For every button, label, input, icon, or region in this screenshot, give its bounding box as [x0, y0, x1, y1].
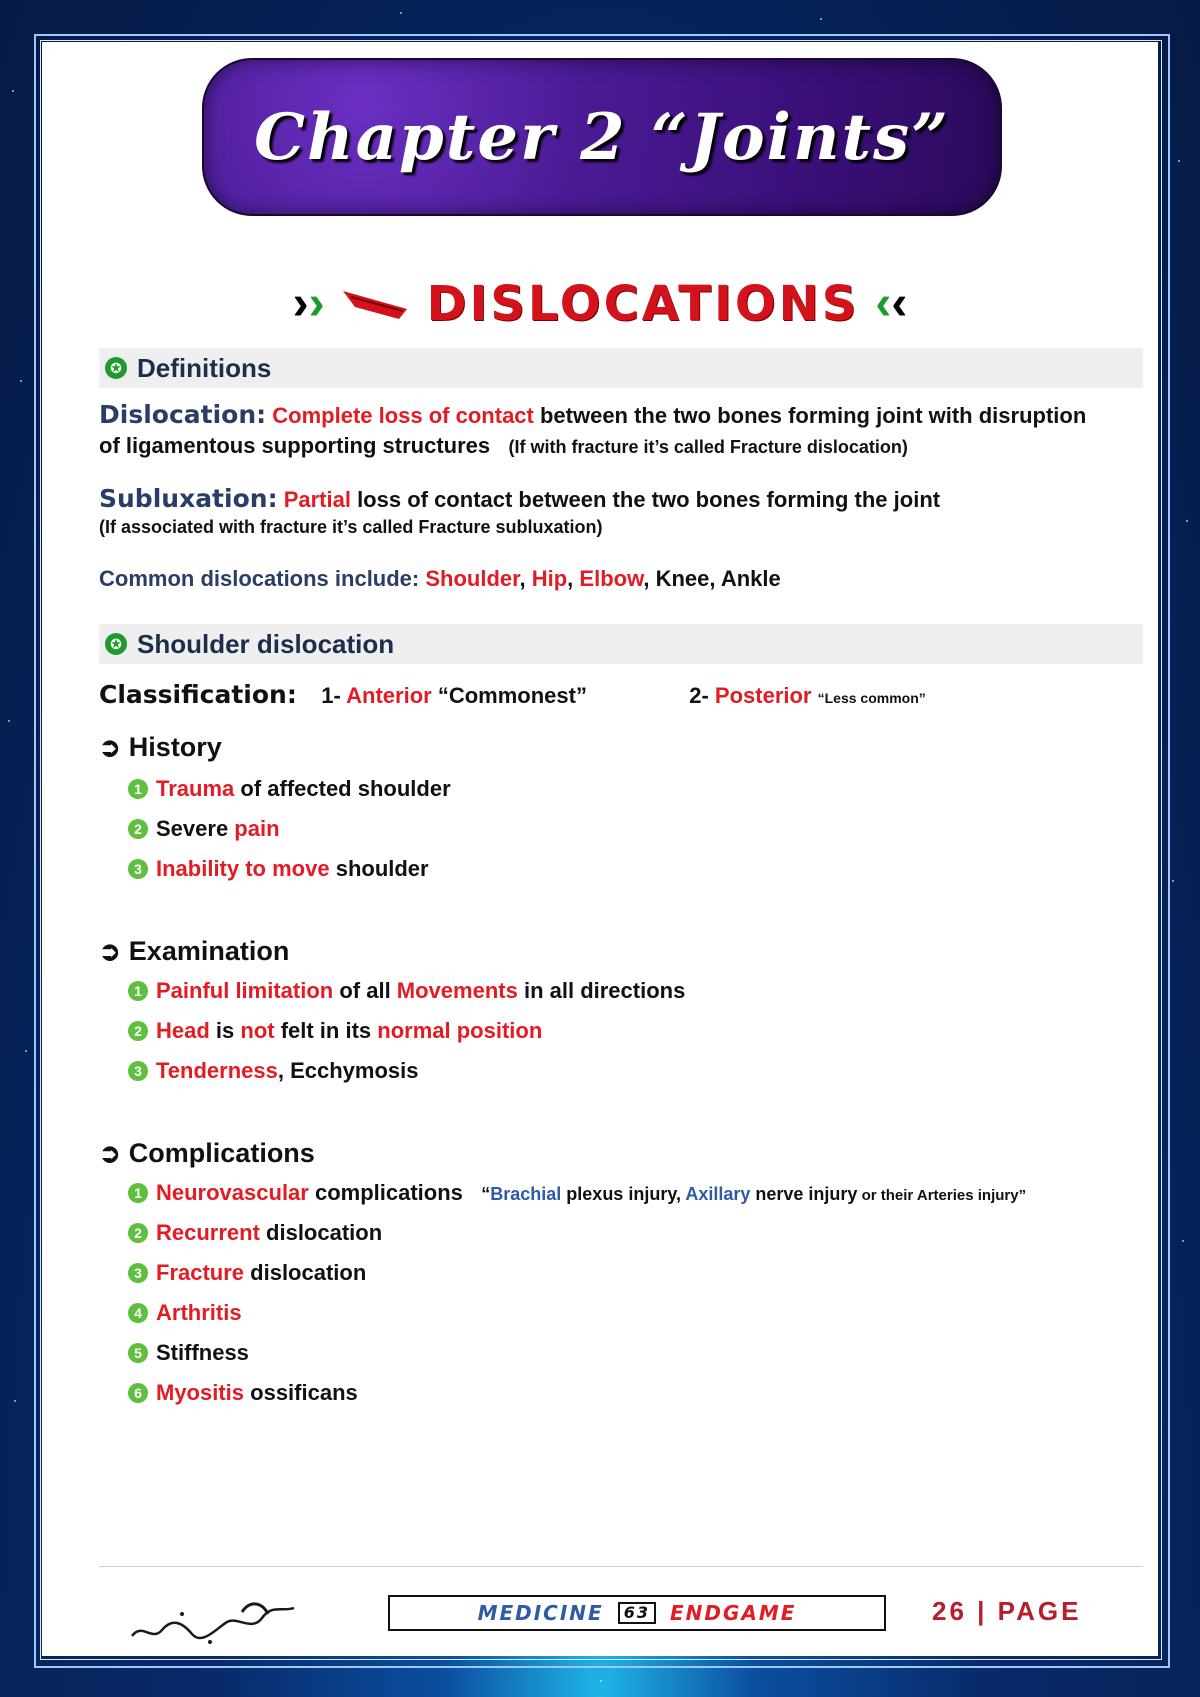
- list-item: [128, 1340, 249, 1366]
- common-item: Shoulder: [425, 566, 520, 591]
- chevron-right-icon: ››: [292, 277, 325, 330]
- item-text: of affected shoulder: [234, 776, 451, 801]
- number-badge-icon: 3: [128, 859, 148, 879]
- list-item: [128, 978, 685, 1004]
- item-blue: Axillary: [685, 1184, 751, 1204]
- page-separator: |: [966, 1596, 998, 1626]
- list-item: [128, 856, 429, 882]
- item-highlight: Neurovascular: [156, 1180, 309, 1205]
- chapter-banner: [202, 58, 1002, 216]
- page-number-value: 26: [932, 1596, 967, 1626]
- number-badge-icon: 2: [128, 1223, 148, 1243]
- item-text: ossificans: [244, 1380, 358, 1405]
- number-badge-icon: 2: [128, 1021, 148, 1041]
- footer-divider: [99, 1566, 1143, 1567]
- dislocation-text-2: of ligamentous supporting structures: [99, 433, 491, 458]
- chapter-title: Chapter 2 “Joints”: [254, 99, 950, 175]
- number-badge-icon: 1: [128, 779, 148, 799]
- item-highlight: Recurrent: [156, 1220, 260, 1245]
- item-text: is: [209, 1018, 241, 1043]
- arrow-right-icon: ➲: [99, 732, 121, 762]
- brand-text-1: MEDICINE: [477, 1601, 604, 1625]
- item-highlight: Fracture: [156, 1260, 245, 1285]
- wing-icon: [341, 287, 411, 321]
- dislocation-note: (If with fracture it’s called Fracture dislocation): [508, 437, 908, 457]
- class-1: Anterior: [346, 683, 432, 708]
- shoulder-heading: [99, 624, 1143, 664]
- item-text: nerve injury: [750, 1184, 858, 1204]
- list-item: [128, 1260, 366, 1286]
- number-badge-icon: 3: [128, 1263, 148, 1283]
- item-text: Stiffness: [156, 1340, 249, 1365]
- chevron-left-icon: ‹‹: [875, 277, 908, 330]
- number-badge-icon: 4: [128, 1303, 148, 1323]
- list-item: [128, 1058, 419, 1084]
- list-item: [128, 1018, 542, 1044]
- class-2-num: 2-: [689, 683, 715, 708]
- section-heading: [42, 272, 1158, 336]
- item-text: or their Arteries injury”: [857, 1187, 1027, 1204]
- examination-heading: [99, 936, 289, 967]
- item-text: in all directions: [517, 978, 686, 1003]
- item-highlight: Arthritis: [156, 1300, 242, 1325]
- arrow-right-icon: ➲: [99, 1138, 121, 1168]
- number-badge-icon: 1: [128, 1183, 148, 1203]
- common-item: Elbow: [579, 566, 644, 591]
- item-text: shoulder: [329, 856, 429, 881]
- star-circle-icon: ✪: [105, 633, 127, 655]
- item-highlight: Inability to move: [156, 856, 330, 881]
- common-dislocations: Common dislocations include: Shoulder, Hip, Elbow, Knee, Ankle: [99, 566, 781, 591]
- shoulder-heading-text: Shoulder dislocation: [137, 628, 395, 659]
- calligraphy-signature-icon: [122, 1592, 302, 1652]
- class-2-note: “Less common”: [817, 690, 926, 706]
- item-highlight: not: [240, 1018, 275, 1043]
- item-highlight: Movements: [396, 978, 518, 1003]
- subluxation-text: loss of contact between the two bones forming the joint: [350, 487, 941, 512]
- number-badge-icon: 2: [128, 819, 148, 839]
- list-item: [128, 1300, 242, 1326]
- item-text: of all: [333, 978, 397, 1003]
- brand-text-2: 63: [618, 1602, 656, 1624]
- star-circle-icon: ✪: [105, 357, 127, 379]
- history-heading: [99, 732, 222, 763]
- brand-box: [388, 1595, 886, 1631]
- number-badge-icon: 5: [128, 1343, 148, 1363]
- section-title: DISLOCATIONS: [426, 276, 860, 332]
- item-highlight: pain: [234, 816, 280, 841]
- item-highlight: Head: [156, 1018, 210, 1043]
- list-item: [128, 1220, 382, 1246]
- item-text: dislocation: [259, 1220, 383, 1245]
- subluxation-highlight: Partial: [283, 487, 351, 512]
- dislocation-term: Dislocation: [99, 400, 257, 429]
- term-colon: :: [267, 484, 278, 513]
- item-text: complications: [308, 1180, 463, 1205]
- subluxation-definition: [99, 484, 1143, 539]
- class-1-num: 1-: [321, 683, 347, 708]
- page-label: PAGE: [997, 1596, 1082, 1626]
- dislocation-definition: [99, 400, 1143, 462]
- list-item: [128, 816, 280, 842]
- item-highlight: Painful limitation: [156, 978, 334, 1003]
- common-item: Knee: [655, 566, 710, 591]
- history-heading-text: History: [128, 732, 222, 762]
- brand-text-3: ENDGAME: [669, 1601, 797, 1625]
- item-highlight: Myositis: [156, 1380, 245, 1405]
- list-item: [128, 1180, 1026, 1206]
- list-item: [128, 776, 451, 802]
- arrow-right-icon: ➲: [99, 936, 121, 966]
- definitions-heading-text: Definitions: [137, 352, 272, 383]
- item-highlight: Tenderness: [156, 1058, 278, 1083]
- classification-label: Classification: [99, 680, 287, 709]
- dislocation-text: between the two bones forming joint with disruption: [533, 403, 1087, 428]
- common-item: Hip: [531, 566, 568, 591]
- item-text: , Ecchymosis: [277, 1058, 419, 1083]
- item-text: dislocation: [244, 1260, 367, 1285]
- list-item: [128, 1380, 358, 1406]
- item-text: plexus injury,: [561, 1184, 686, 1204]
- page-number: [932, 1596, 1081, 1627]
- common-item: Ankle: [720, 566, 781, 591]
- common-label: Common dislocations include:: [99, 566, 426, 591]
- examination-heading-text: Examination: [128, 936, 290, 966]
- class-2: Posterior: [714, 683, 812, 708]
- complications-heading: [99, 1138, 315, 1169]
- item-text: Severe: [156, 816, 235, 841]
- classification-row: [99, 680, 926, 709]
- item-text: felt in its: [274, 1018, 378, 1043]
- page: [42, 42, 1158, 1656]
- subluxation-term: Subluxation: [99, 484, 268, 513]
- subluxation-note: (If associated with fracture it’s called Fracture subluxation): [99, 517, 603, 537]
- complications-heading-text: Complications: [128, 1138, 315, 1168]
- item-blue: Brachial: [490, 1184, 562, 1204]
- dislocation-highlight: Complete loss of contact: [272, 403, 534, 428]
- number-badge-icon: 6: [128, 1383, 148, 1403]
- term-colon: :: [286, 680, 297, 709]
- item-highlight: normal position: [377, 1018, 543, 1043]
- number-badge-icon: 3: [128, 1061, 148, 1081]
- term-colon: :: [256, 400, 267, 429]
- class-1-note: “Commonest”: [431, 683, 587, 708]
- number-badge-icon: 1: [128, 981, 148, 1001]
- definitions-heading: [99, 348, 1143, 388]
- quote-open: “: [481, 1184, 491, 1204]
- item-highlight: Trauma: [156, 776, 235, 801]
